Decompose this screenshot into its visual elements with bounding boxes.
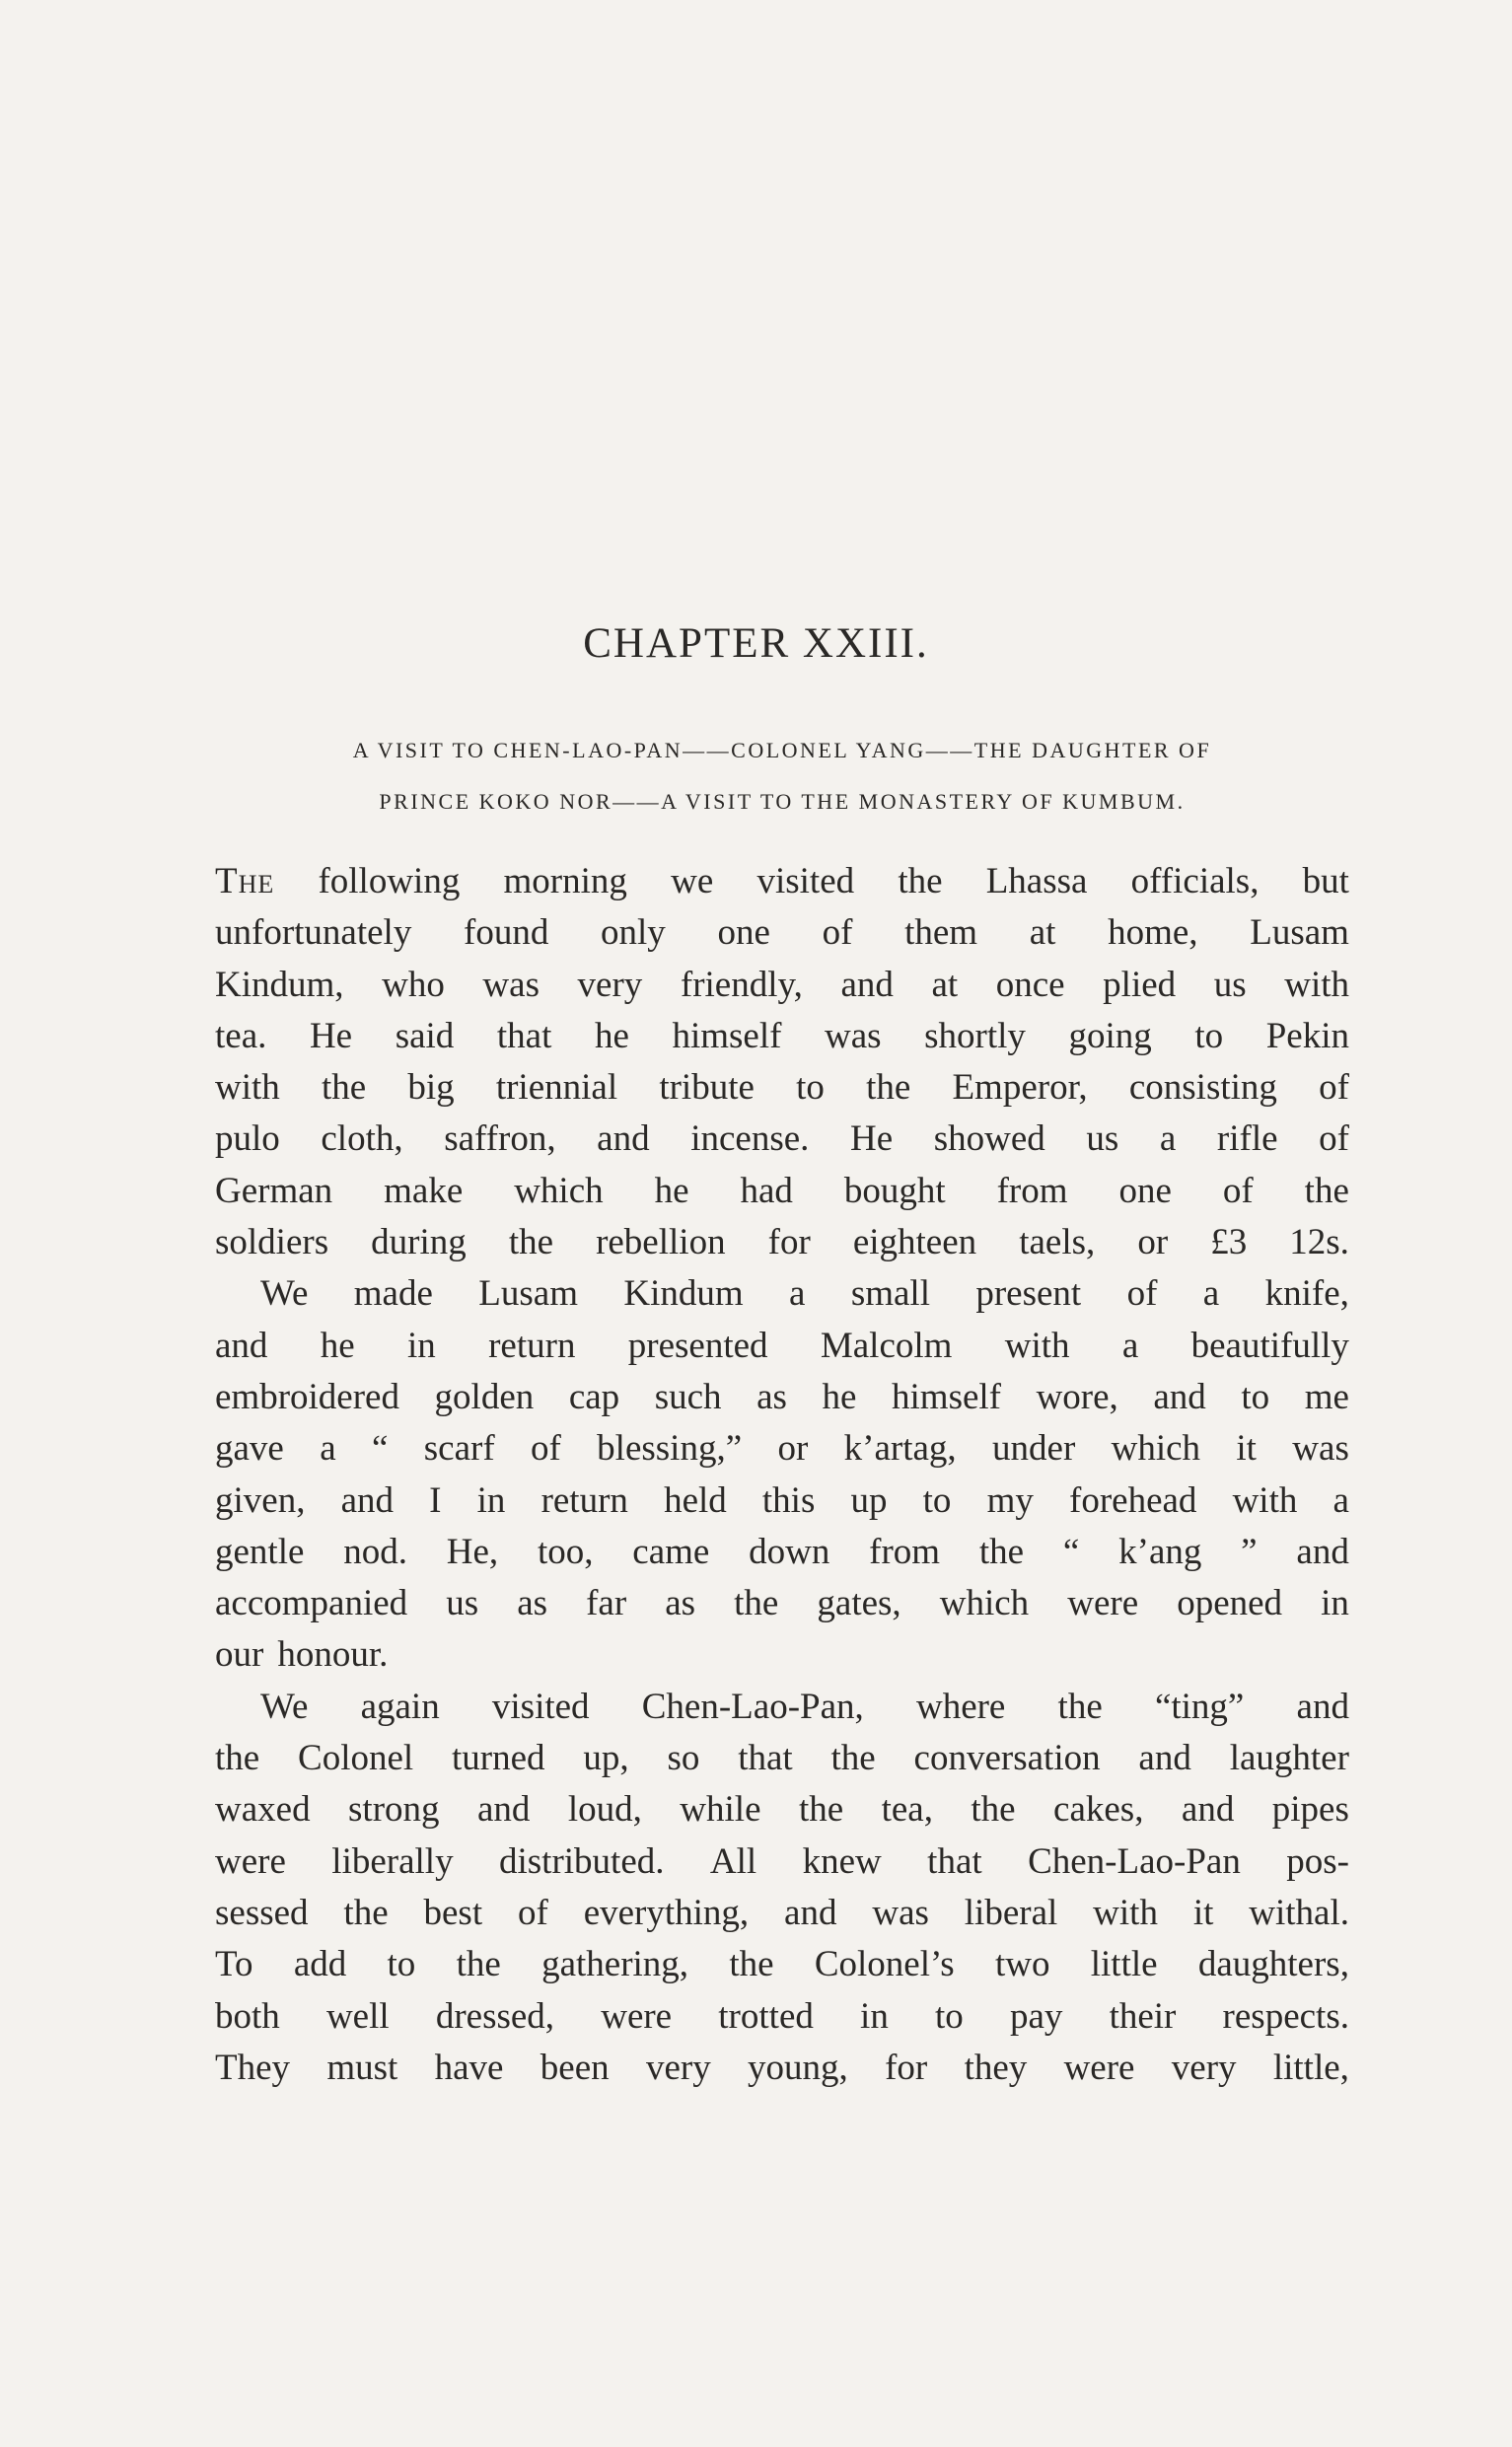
word: we bbox=[671, 861, 714, 901]
word: and bbox=[1153, 1376, 1206, 1417]
word: the bbox=[830, 1738, 876, 1779]
word: tribute bbox=[659, 1067, 755, 1109]
text-line bbox=[215, 1114, 1349, 1165]
word: pulo bbox=[215, 1118, 280, 1160]
word: been bbox=[540, 2047, 610, 2088]
word: return bbox=[488, 1325, 576, 1366]
word: such bbox=[654, 1376, 722, 1417]
word: tea. bbox=[215, 1015, 267, 1056]
word: and bbox=[1296, 1686, 1349, 1727]
word: from bbox=[996, 1170, 1068, 1211]
word: they bbox=[964, 2047, 1028, 2088]
word: as bbox=[517, 1583, 548, 1624]
word: or bbox=[1137, 1222, 1169, 1263]
word: eighteen bbox=[852, 1222, 977, 1263]
word: to bbox=[935, 1995, 964, 2037]
word: held bbox=[664, 1479, 727, 1521]
word: conversation bbox=[913, 1738, 1101, 1779]
word: was bbox=[872, 1892, 929, 1933]
chapter-title: CHAPTER XXIII. bbox=[583, 620, 929, 667]
word: wore, bbox=[1036, 1376, 1118, 1417]
word: saffron, bbox=[444, 1118, 556, 1160]
word: at bbox=[1029, 912, 1056, 954]
word: in bbox=[407, 1325, 436, 1366]
word: rebellion bbox=[596, 1222, 726, 1263]
word: He bbox=[850, 1118, 894, 1160]
word: only bbox=[601, 912, 666, 954]
word: turned bbox=[452, 1738, 545, 1779]
word: £3 bbox=[1210, 1222, 1248, 1263]
word: gentle bbox=[215, 1531, 305, 1572]
word: gathering, bbox=[541, 1944, 689, 1985]
word: well bbox=[325, 1995, 390, 2037]
text-line bbox=[215, 1682, 1349, 1733]
word: that bbox=[738, 1738, 793, 1779]
text-line bbox=[215, 1011, 1349, 1062]
text-line bbox=[215, 856, 1349, 907]
text-line bbox=[215, 1166, 1349, 1217]
text-line bbox=[215, 1784, 1349, 1835]
word: dressed, bbox=[435, 1995, 555, 2037]
word: return bbox=[540, 1479, 628, 1521]
body-text bbox=[215, 856, 1349, 2094]
text-line bbox=[215, 1629, 1349, 1681]
word: and bbox=[476, 1789, 531, 1831]
word: it bbox=[1192, 1892, 1214, 1933]
word: to bbox=[387, 1944, 416, 1985]
word: Kindum, bbox=[215, 964, 344, 1005]
word: the bbox=[343, 1892, 389, 1933]
word: cloth, bbox=[321, 1118, 403, 1160]
word: at bbox=[931, 964, 959, 1005]
word: to bbox=[1194, 1015, 1224, 1056]
text-line bbox=[215, 1321, 1349, 1372]
word: during bbox=[371, 1222, 467, 1263]
word: with bbox=[1093, 1892, 1158, 1933]
word: the bbox=[508, 1222, 554, 1263]
word: following bbox=[318, 861, 461, 901]
word: taels, bbox=[1019, 1222, 1096, 1263]
word: too, bbox=[537, 1531, 594, 1572]
word: a bbox=[1121, 1325, 1139, 1366]
word: the bbox=[1304, 1170, 1349, 1211]
word: scarf bbox=[423, 1428, 495, 1470]
word: and bbox=[840, 964, 894, 1005]
word: and bbox=[784, 1892, 837, 1933]
word: this bbox=[761, 1479, 816, 1521]
word: was bbox=[482, 964, 540, 1005]
word: to bbox=[1241, 1376, 1270, 1417]
word: must bbox=[326, 2047, 398, 2088]
word: ” bbox=[1241, 1531, 1258, 1572]
word: liberally bbox=[331, 1840, 454, 1882]
word: have bbox=[434, 2047, 504, 2088]
word: far bbox=[586, 1583, 627, 1624]
word: us bbox=[1213, 964, 1247, 1005]
word: the bbox=[1057, 1686, 1103, 1727]
word: while bbox=[680, 1789, 761, 1831]
word: visited bbox=[756, 861, 855, 901]
word: tea, bbox=[881, 1789, 933, 1831]
word: which bbox=[514, 1170, 604, 1211]
word: Emperor, bbox=[952, 1067, 1088, 1109]
word: embroidered bbox=[215, 1376, 399, 1417]
word: home, bbox=[1108, 912, 1198, 954]
word: my bbox=[986, 1479, 1034, 1521]
word: and bbox=[215, 1325, 268, 1366]
word: two bbox=[994, 1944, 1050, 1985]
word: Kindum bbox=[623, 1273, 744, 1315]
word: the bbox=[971, 1789, 1016, 1831]
word: one bbox=[1118, 1170, 1172, 1211]
word: All bbox=[709, 1840, 757, 1882]
word: best bbox=[423, 1892, 483, 1933]
word: “ bbox=[1062, 1531, 1080, 1572]
word: he bbox=[822, 1376, 857, 1417]
word: up bbox=[850, 1479, 888, 1521]
word: himself bbox=[892, 1376, 1001, 1417]
word: once bbox=[995, 964, 1065, 1005]
text-line bbox=[215, 1527, 1349, 1578]
word: the bbox=[729, 1944, 774, 1985]
word: He, bbox=[446, 1531, 499, 1572]
word: pipes bbox=[1271, 1789, 1349, 1831]
word: Colonel bbox=[298, 1738, 414, 1779]
word: Pekin bbox=[1265, 1015, 1349, 1056]
text-line bbox=[215, 1578, 1349, 1629]
word: very bbox=[645, 2047, 711, 2088]
word: morning bbox=[503, 861, 627, 901]
word: who bbox=[382, 964, 445, 1005]
word: the bbox=[215, 1738, 260, 1779]
word: “ bbox=[371, 1428, 389, 1470]
word: was bbox=[1292, 1428, 1349, 1470]
word: presented bbox=[627, 1325, 768, 1366]
text-line bbox=[215, 1423, 1349, 1475]
word: trotted bbox=[718, 1995, 814, 2037]
word: us bbox=[1086, 1118, 1119, 1160]
word: and bbox=[1138, 1738, 1191, 1779]
word: for bbox=[885, 2047, 928, 2088]
word: pay bbox=[1009, 1995, 1063, 2037]
word: plied bbox=[1103, 964, 1177, 1005]
word: the bbox=[898, 861, 943, 901]
word: pos- bbox=[1286, 1840, 1349, 1882]
word: He bbox=[309, 1015, 353, 1056]
word: the bbox=[321, 1067, 367, 1109]
word: were bbox=[601, 1995, 673, 2037]
word: soldiers bbox=[215, 1222, 329, 1263]
word: that bbox=[496, 1015, 552, 1056]
word: German bbox=[215, 1170, 333, 1211]
word: waxed bbox=[215, 1789, 311, 1831]
word: officials, bbox=[1130, 861, 1260, 901]
word: liberal bbox=[964, 1892, 1058, 1933]
word: gates, bbox=[817, 1583, 901, 1624]
word: friendly, bbox=[680, 964, 803, 1005]
text-line bbox=[215, 1991, 1349, 2043]
word: as bbox=[665, 1583, 696, 1624]
word: with bbox=[1004, 1325, 1070, 1366]
word: the bbox=[798, 1789, 844, 1831]
word: one bbox=[717, 912, 770, 954]
word: the bbox=[734, 1583, 779, 1624]
word: We bbox=[260, 1273, 309, 1315]
word: Chen-Lao-Pan bbox=[1028, 1840, 1241, 1882]
word: our bbox=[215, 1634, 264, 1676]
word: a bbox=[1159, 1118, 1177, 1160]
word: with bbox=[1232, 1479, 1298, 1521]
word: so bbox=[667, 1738, 700, 1779]
word: with bbox=[1284, 964, 1349, 1005]
word: very bbox=[1171, 2047, 1237, 2088]
word: both bbox=[215, 1995, 280, 2037]
word: of bbox=[822, 912, 853, 954]
word: cap bbox=[568, 1376, 620, 1417]
word: were bbox=[1067, 1583, 1139, 1624]
word: cakes, bbox=[1053, 1789, 1144, 1831]
word: “ting” bbox=[1154, 1686, 1245, 1727]
word: add bbox=[293, 1944, 347, 1985]
word: were bbox=[1063, 2047, 1135, 2088]
text-line bbox=[215, 1888, 1349, 1939]
word: were bbox=[215, 1840, 286, 1882]
word: and bbox=[1296, 1531, 1349, 1572]
word: their bbox=[1109, 1995, 1177, 2037]
word: nod. bbox=[343, 1531, 407, 1572]
word: found bbox=[464, 912, 549, 954]
word: given, bbox=[215, 1479, 306, 1521]
word: opened bbox=[1177, 1583, 1283, 1624]
word: under bbox=[992, 1428, 1076, 1470]
word: them bbox=[904, 912, 978, 954]
paragraph-lead-word: The bbox=[215, 861, 275, 901]
word: a bbox=[1332, 1479, 1349, 1521]
word: down bbox=[749, 1531, 830, 1572]
word: the bbox=[456, 1944, 501, 1985]
word: a bbox=[1202, 1273, 1220, 1315]
word: incense. bbox=[690, 1118, 810, 1160]
word: honour. bbox=[277, 1634, 389, 1676]
word: for bbox=[767, 1222, 811, 1263]
word: Chen-Lao-Pan, bbox=[641, 1686, 864, 1727]
word: and bbox=[597, 1118, 650, 1160]
word: I bbox=[429, 1479, 442, 1521]
text-line bbox=[215, 1939, 1349, 1990]
word: of bbox=[1126, 1273, 1158, 1315]
word: of bbox=[517, 1892, 548, 1933]
word: big bbox=[407, 1067, 455, 1109]
word: visited bbox=[491, 1686, 590, 1727]
word: strong bbox=[348, 1789, 440, 1831]
word: blessing,” bbox=[597, 1428, 743, 1470]
word: little, bbox=[1272, 2047, 1349, 2088]
word: and bbox=[340, 1479, 395, 1521]
word: had bbox=[740, 1170, 793, 1211]
word: showed bbox=[933, 1118, 1045, 1160]
word: knew bbox=[802, 1840, 882, 1882]
word: came bbox=[632, 1531, 710, 1572]
text-line bbox=[215, 1475, 1349, 1527]
text-line bbox=[215, 1836, 1349, 1888]
word: but bbox=[1302, 861, 1349, 901]
word: going bbox=[1068, 1015, 1152, 1056]
word: which bbox=[1111, 1428, 1201, 1470]
word: in bbox=[476, 1479, 506, 1521]
word: where bbox=[915, 1686, 1006, 1727]
word: everything, bbox=[583, 1892, 750, 1933]
word: a bbox=[320, 1428, 336, 1470]
word: he bbox=[594, 1015, 629, 1056]
text-line bbox=[215, 2043, 1349, 2094]
word: distributed. bbox=[499, 1840, 665, 1882]
word: We bbox=[260, 1686, 309, 1727]
word: with bbox=[215, 1067, 280, 1109]
word: shortly bbox=[924, 1015, 1026, 1056]
word: himself bbox=[672, 1015, 782, 1056]
word: Lhassa bbox=[985, 861, 1088, 901]
word: knife, bbox=[1264, 1273, 1349, 1315]
word: golden bbox=[434, 1376, 535, 1417]
word: that bbox=[927, 1840, 982, 1882]
word: 12s. bbox=[1289, 1222, 1349, 1263]
text-line bbox=[215, 960, 1349, 1011]
word: They bbox=[215, 2047, 291, 2088]
word: it bbox=[1236, 1428, 1257, 1470]
word: small bbox=[850, 1273, 930, 1315]
word: k’ang bbox=[1118, 1531, 1202, 1572]
word: consisting bbox=[1128, 1067, 1277, 1109]
word: which bbox=[939, 1583, 1030, 1624]
word: Colonel’s bbox=[814, 1944, 955, 1985]
word: he bbox=[320, 1325, 355, 1366]
word: young, bbox=[748, 2047, 848, 2088]
word: up, bbox=[583, 1738, 629, 1779]
word: accompanied bbox=[215, 1583, 408, 1624]
word: to bbox=[922, 1479, 952, 1521]
word: of bbox=[1319, 1067, 1349, 1109]
word: a bbox=[789, 1273, 806, 1315]
word: daughters, bbox=[1197, 1944, 1349, 1985]
word: make bbox=[384, 1170, 464, 1211]
text-line bbox=[215, 1062, 1349, 1114]
word: was bbox=[825, 1015, 882, 1056]
word: withal. bbox=[1249, 1892, 1349, 1933]
text-line bbox=[215, 1372, 1349, 1423]
word: Lusam bbox=[478, 1273, 578, 1315]
text-line bbox=[215, 1217, 1349, 1268]
word: as bbox=[756, 1376, 787, 1417]
word: us bbox=[446, 1583, 479, 1624]
word: very bbox=[577, 964, 643, 1005]
word: bought bbox=[843, 1170, 946, 1211]
text-line bbox=[215, 1733, 1349, 1784]
word: in bbox=[1321, 1583, 1349, 1624]
word: again bbox=[360, 1686, 440, 1727]
word: said bbox=[395, 1015, 455, 1056]
word: Malcolm bbox=[820, 1325, 953, 1366]
word: he bbox=[654, 1170, 689, 1211]
word: of bbox=[531, 1428, 561, 1470]
word: of bbox=[1222, 1170, 1254, 1211]
word: me bbox=[1304, 1376, 1349, 1417]
text-line bbox=[215, 1268, 1349, 1320]
word: to bbox=[796, 1067, 825, 1109]
word: in bbox=[860, 1995, 889, 2037]
word: forehead bbox=[1069, 1479, 1197, 1521]
word: little bbox=[1090, 1944, 1158, 1985]
word: beautifully bbox=[1190, 1325, 1349, 1366]
word: present bbox=[975, 1273, 1082, 1315]
chapter-summary-line-1: A VISIT TO CHEN-LAO-PAN——COLONEL YANG——THE DAUGHTER OF bbox=[352, 738, 1212, 762]
word: Lusam bbox=[1250, 912, 1349, 954]
word: and bbox=[1181, 1789, 1235, 1831]
word: k’artag, bbox=[843, 1428, 957, 1470]
word: To bbox=[215, 1944, 253, 1985]
word: triennial bbox=[495, 1067, 618, 1109]
text-line bbox=[215, 907, 1349, 959]
word: rifle bbox=[1216, 1118, 1278, 1160]
word: of bbox=[1319, 1118, 1349, 1160]
word: sessed bbox=[215, 1892, 309, 1933]
word: unfortunately bbox=[215, 912, 412, 954]
chapter-summary-line-2: PRINCE KOKO NOR——A VISIT TO THE MONASTERY OF KUMBUM. bbox=[379, 789, 1186, 814]
word: made bbox=[353, 1273, 433, 1315]
word: from bbox=[869, 1531, 941, 1572]
word: laughter bbox=[1229, 1738, 1349, 1779]
word: the bbox=[978, 1531, 1025, 1572]
word: or bbox=[777, 1428, 809, 1470]
word: the bbox=[866, 1067, 911, 1109]
word: gave bbox=[215, 1428, 284, 1470]
word: respects. bbox=[1222, 1995, 1349, 2037]
word: loud, bbox=[567, 1789, 642, 1831]
